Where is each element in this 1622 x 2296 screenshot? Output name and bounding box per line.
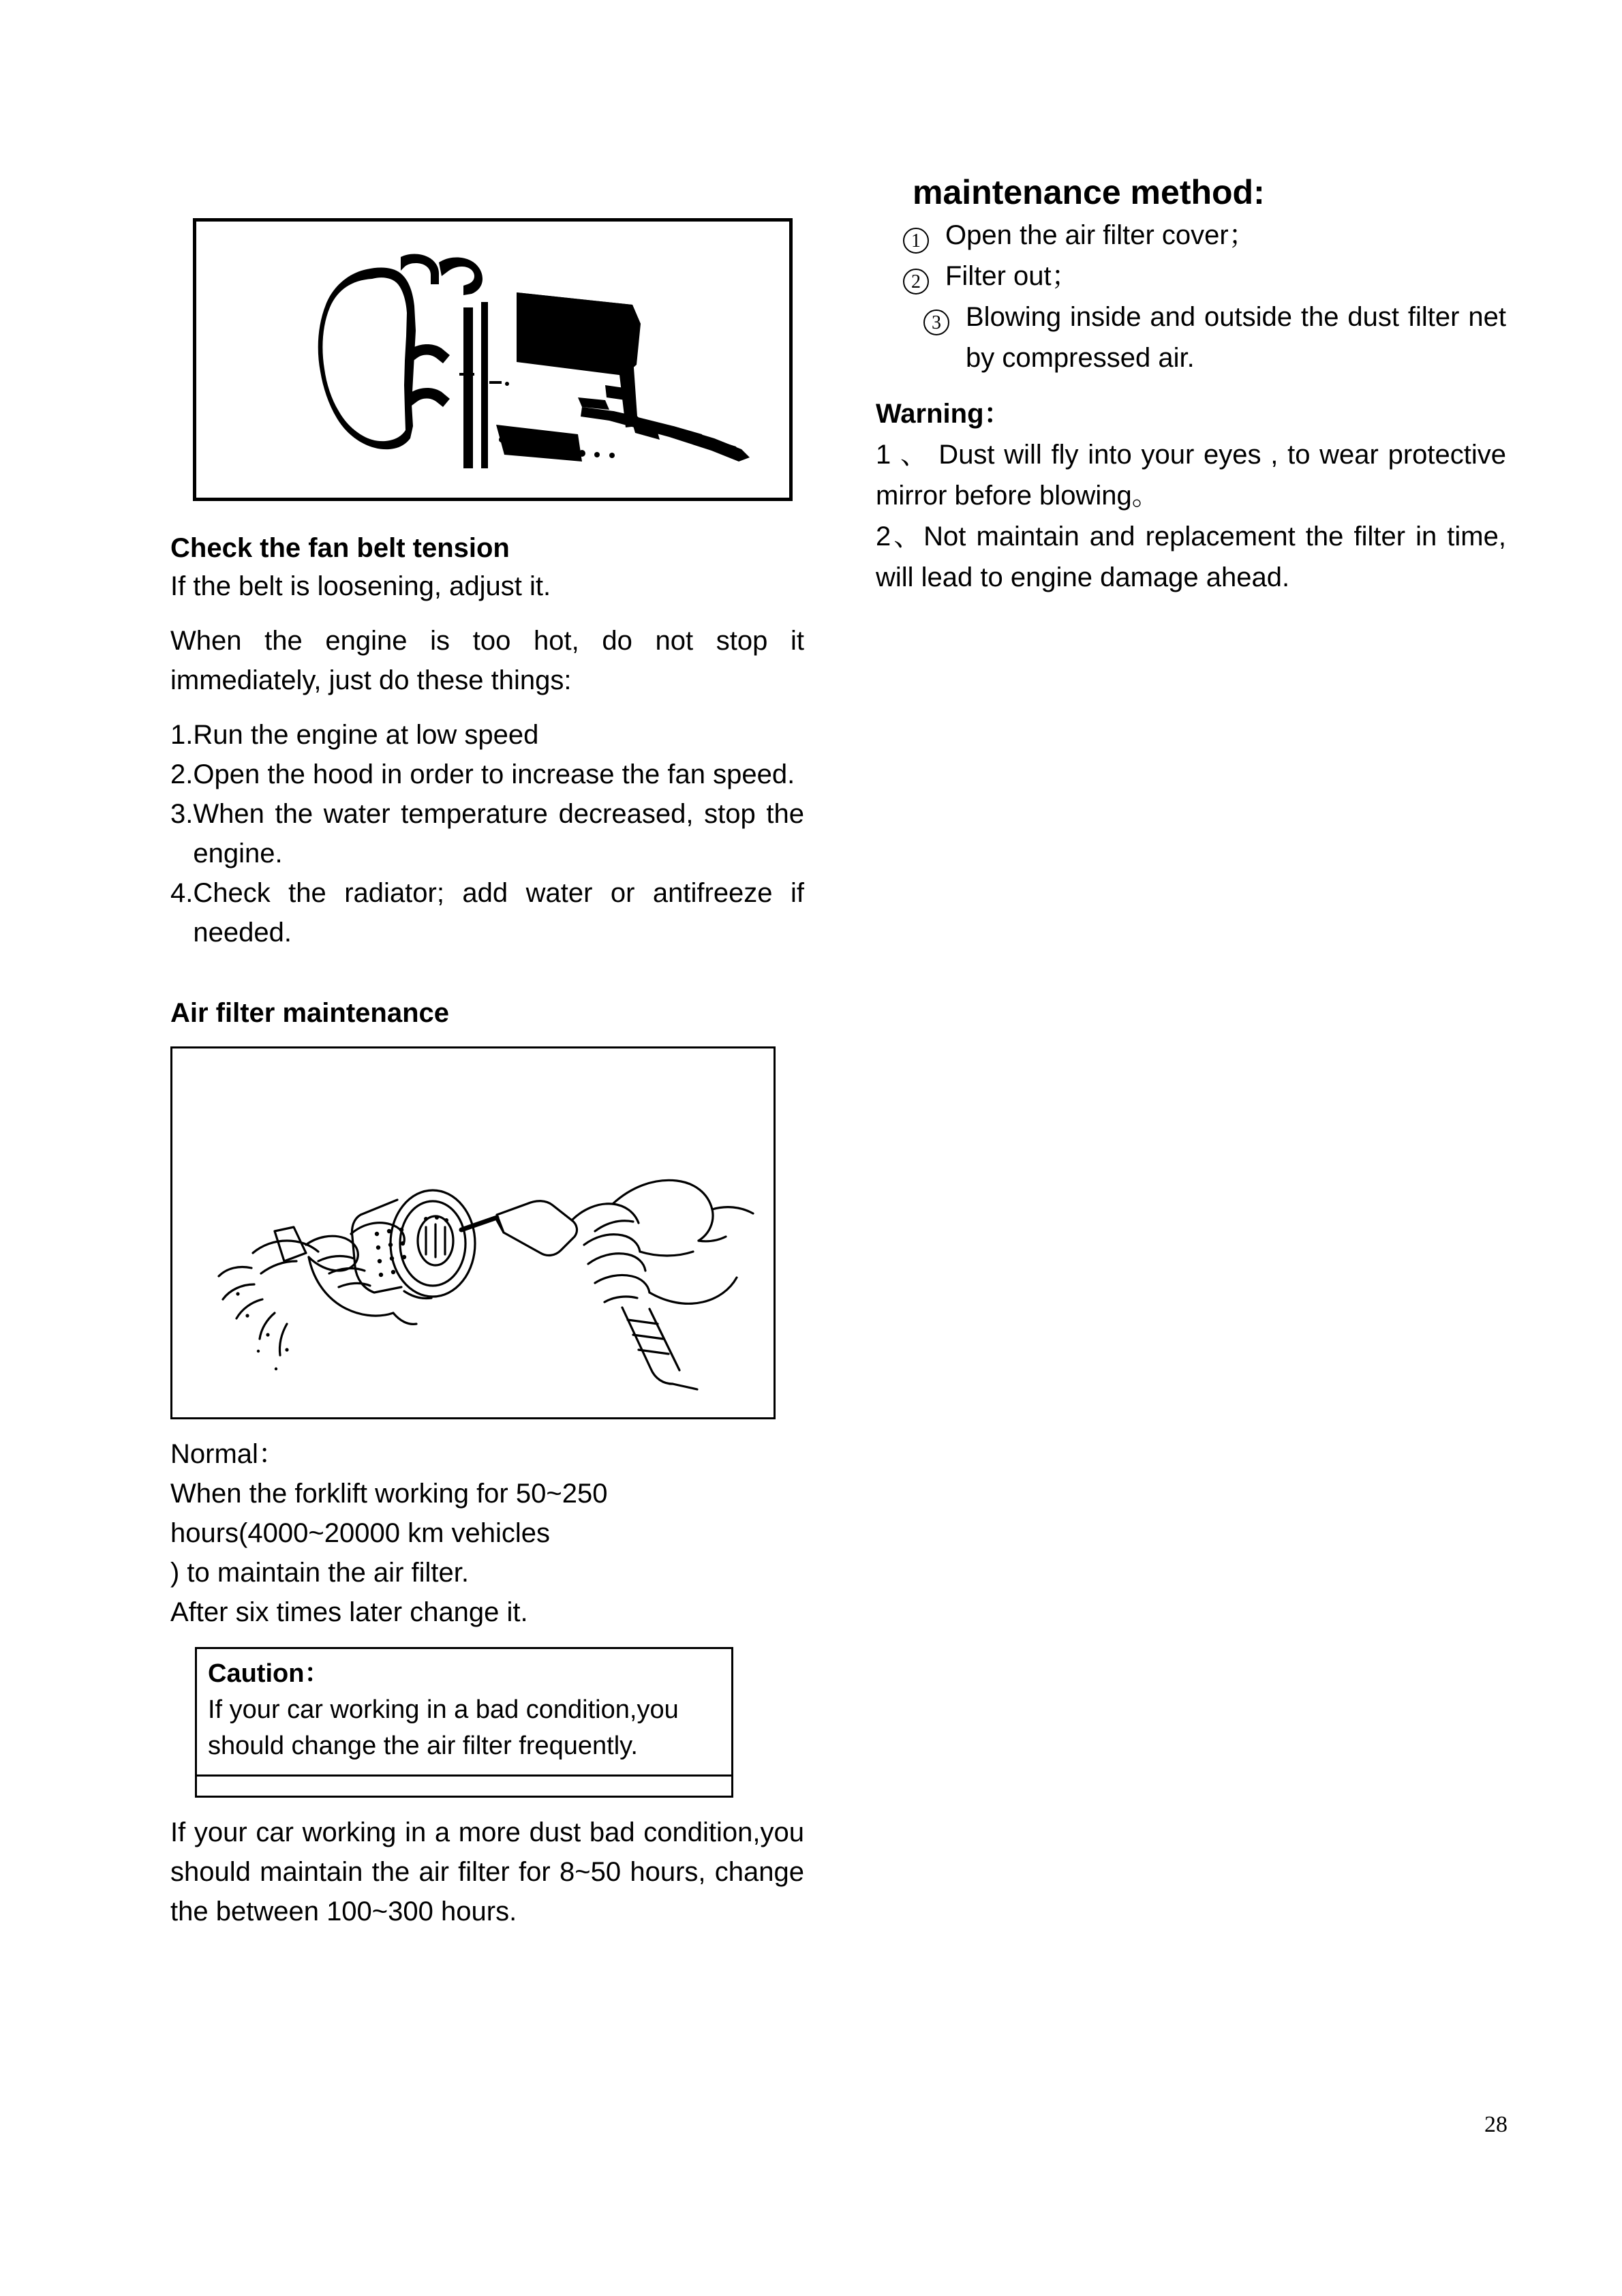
- maintenance-step-1: [876, 215, 1506, 256]
- list-item: [170, 873, 804, 952]
- list-item: [170, 755, 804, 794]
- figure-air-filter-cleaning: [170, 1046, 776, 1419]
- list-item-text: Check the radiator; add water or antifreeze if needed.: [193, 878, 804, 948]
- normal-line-1: When the forklift working for 50~250: [170, 1479, 608, 1509]
- figure-fan-belt-check: [193, 218, 793, 501]
- warning-item-1: 1 、 Dust will fly into your eyes , to wear protective mirror before blowing。: [876, 440, 1506, 511]
- heading-fan-belt-tension: Check the fan belt tension: [170, 533, 510, 563]
- maintenance-step-1-text: Open the air filter cover；: [945, 220, 1256, 250]
- circled-number-1-icon: 1: [876, 215, 929, 256]
- page-number: 28: [1484, 2112, 1508, 2137]
- warning-title: Warning：: [876, 399, 1011, 429]
- caution-title: Caution：: [208, 1659, 331, 1688]
- list-item-text: When the water temperature decreased, stop the engine.: [193, 799, 804, 868]
- caution-line-2: should change the air filter frequently.: [208, 1732, 638, 1761]
- maintenance-step-2-text: Filter out；: [945, 261, 1079, 291]
- list-item: [170, 794, 804, 873]
- caution-line-1: If your car working in a bad condition,you: [208, 1695, 679, 1725]
- maintenance-step-2: [876, 256, 1506, 297]
- normal-line-4: After six times later change it.: [170, 1597, 528, 1627]
- paragraph-dusty-condition: If your car working in a more dust bad condition,you should maintain the air filter for 8~50 hours, change the between 100~300 hours.: [170, 1817, 804, 1927]
- right-column: [876, 170, 1506, 598]
- normal-line-2: hours(4000~20000 km vehicles: [170, 1518, 551, 1548]
- circled-number-2-icon: 2: [876, 256, 929, 297]
- normal-line-3: ) to maintain the air filter.: [170, 1558, 469, 1588]
- maintenance-step-3: [876, 297, 1506, 378]
- list-item-number: 4.: [170, 878, 194, 908]
- heading-maintenance-method: maintenance method:: [913, 173, 1265, 211]
- label-normal: Normal：: [170, 1439, 286, 1469]
- caution-box: [195, 1647, 733, 1798]
- fan-belt-illustration-svg: [196, 222, 789, 498]
- steps-list-engine-hot: [170, 715, 804, 952]
- text-belt-loosening: If the belt is loosening, adjust it.: [170, 571, 551, 601]
- circled-number-3-icon: 3: [876, 297, 949, 337]
- air-filter-cleaning-illustration-svg: [172, 1048, 774, 1417]
- list-item-number: 2.: [170, 759, 194, 789]
- warning-item-2: 2、Not maintain and replacement the filter in time, will lead to engine damage ahead.: [876, 522, 1506, 592]
- list-item-text: Open the hood in order to increase the fan speed.: [193, 759, 795, 789]
- maintenance-step-3-text: Blowing inside and outside the dust filter net by compressed air.: [966, 302, 1506, 373]
- left-column: [170, 218, 804, 1931]
- list-item: [170, 715, 804, 755]
- paragraph-engine-too-hot: When the engine is too hot, do not stop it immediately, just do these things:: [170, 626, 804, 695]
- caution-box-inner: [195, 1647, 733, 1777]
- list-item-number: 1.: [170, 720, 194, 750]
- heading-air-filter-maintenance: Air filter maintenance: [170, 998, 450, 1028]
- list-item-text: Run the engine at low speed: [193, 720, 539, 750]
- list-item-number: 3.: [170, 799, 194, 829]
